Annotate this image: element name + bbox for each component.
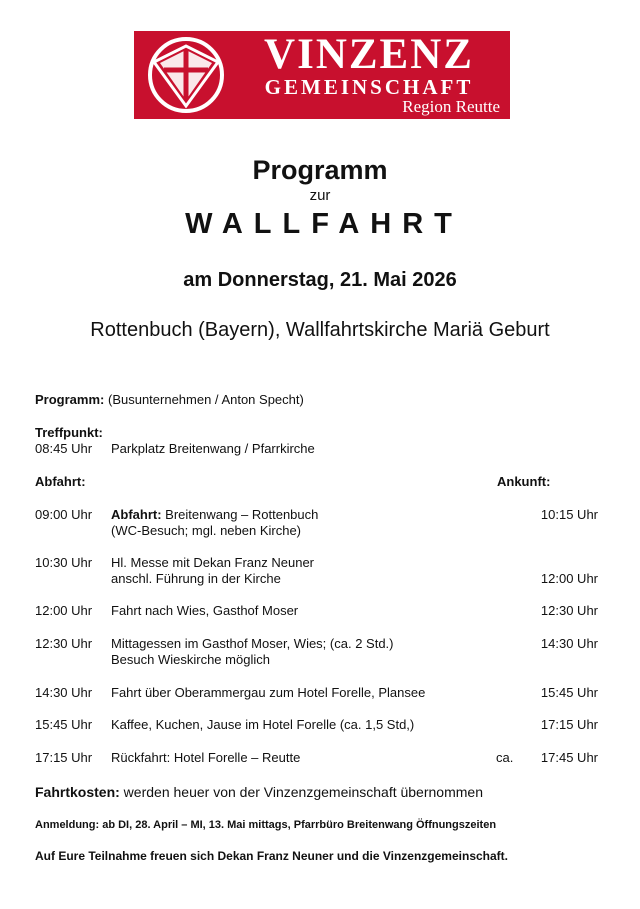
schedule-arrival: 17:45 Uhr [540, 750, 598, 765]
schedule-arrival: 12:30 Uhr [540, 603, 598, 618]
event-title: WALLFAHRT [185, 208, 463, 240]
treffpunkt-time: 08:45 Uhr [35, 441, 93, 456]
logo-subtitle: GEMEINSCHAFT [264, 75, 474, 99]
schedule-line1: Mittagessen im Gasthof Moser, Wies; (ca. 2 Std.) [111, 636, 394, 651]
treffpunkt-text: Parkplatz Breitenwang / Pfarrkirche [111, 441, 315, 456]
logo-title: VINZENZ [264, 31, 474, 78]
schedule-description [111, 507, 318, 523]
schedule-time: 12:30 Uhr [35, 636, 93, 651]
schedule-time: 17:15 Uhr [35, 750, 93, 765]
page-title: Programm [252, 155, 388, 185]
travel-costs [35, 783, 483, 801]
schedule-arrival: 10:15 Uhr [540, 507, 598, 522]
arrival-column-header: Ankunft: [497, 474, 551, 489]
schedule-line1: Hl. Messe mit Dekan Franz Neuner [111, 555, 315, 570]
schedule-line2: (WC-Besuch; mgl. neben Kirche) [111, 523, 302, 538]
costs-label: Fahrtkosten: [35, 784, 120, 800]
programm-line [35, 392, 304, 408]
schedule-line1: Rückfahrt: Hotel Forelle – Reutte [111, 750, 301, 765]
heart-cross-emblem-icon [140, 36, 232, 114]
schedule-arrival: 12:00 Uhr [540, 571, 598, 586]
title-connector: zur [309, 187, 331, 204]
schedule-time: 12:00 Uhr [35, 603, 93, 618]
schedule-time: 14:30 Uhr [35, 685, 93, 700]
schedule-line2: Besuch Wieskirche möglich [111, 652, 270, 667]
schedule-arrival: 17:15 Uhr [540, 717, 598, 732]
programm-text: (Busunternehmen / Anton Specht) [107, 392, 304, 407]
costs-text: werden heuer von der Vinzenzgemeinschaft übernommen [119, 784, 483, 800]
schedule-line1: Fahrt über Oberammergau zum Hotel Forelle, Plansee [111, 685, 426, 700]
schedule-arrival: 15:45 Uhr [540, 685, 598, 700]
schedule-time: 10:30 Uhr [35, 555, 93, 570]
schedule-time: 15:45 Uhr [35, 717, 93, 732]
schedule-line1: Kaffee, Kuchen, Jause im Hotel Forelle (ca. 1,5 Std,) [111, 717, 415, 732]
schedule-line1: Fahrt nach Wies, Gasthof Moser [111, 603, 299, 618]
event-location: Rottenbuch (Bayern), Wallfahrtskirche Mariä Geburt [90, 319, 550, 341]
event-date: am Donnerstag, 21. Mai 2026 [183, 269, 457, 291]
treffpunkt-label: Treffpunkt: [35, 425, 103, 440]
schedule-line2: anschl. Führung in der Kirche [111, 571, 281, 586]
logo-region: Region Reutte [402, 97, 500, 116]
programm-label: Programm: [35, 392, 105, 407]
schedule-time: 09:00 Uhr [35, 507, 93, 522]
schedule-approx-prefix: ca. [496, 750, 514, 765]
closing-note: Auf Eure Teilnahme freuen sich Dekan Franz Neuner und die Vinzenzgemeinschaft. [35, 849, 508, 863]
schedule-bold-label: Abfahrt: [111, 507, 162, 522]
organization-logo [134, 31, 510, 119]
schedule-line1: Breitenwang – Rottenbuch [161, 507, 319, 522]
schedule-arrival: 14:30 Uhr [540, 636, 598, 651]
departure-column-header: Abfahrt: [35, 474, 86, 489]
registration-note: Anmeldung: ab DI, 28. April – MI, 13. Mai mittags, Pfarrbüro Breitenwang Öffnungszeiten [35, 819, 497, 831]
